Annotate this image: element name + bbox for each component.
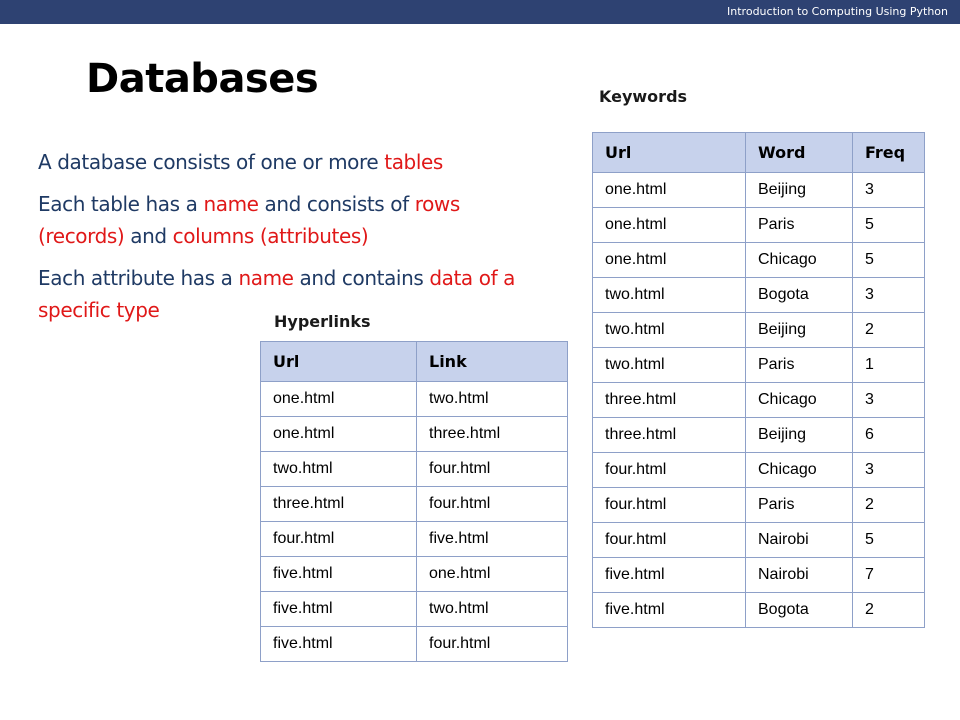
table-row xyxy=(593,243,925,278)
link-cell: four.html xyxy=(417,627,568,662)
url-cell: four.html xyxy=(593,453,746,488)
url-cell: four.html xyxy=(593,523,746,558)
bullet-table-structure xyxy=(38,188,568,252)
hyperlinks-table xyxy=(260,341,568,662)
freq-cell: 5 xyxy=(853,243,925,278)
table-row xyxy=(593,558,925,593)
url-cell: one.html xyxy=(593,208,746,243)
highlight-data-type: data of a specific type xyxy=(38,266,516,322)
url-cell: four.html xyxy=(261,522,417,557)
url-cell: two.html xyxy=(593,278,746,313)
link-cell: one.html xyxy=(417,557,568,592)
table-row xyxy=(593,383,925,418)
link-cell: two.html xyxy=(417,592,568,627)
url-cell: three.html xyxy=(261,487,417,522)
url-cell: two.html xyxy=(593,313,746,348)
table-row xyxy=(261,592,568,627)
word-cell: Paris xyxy=(746,208,853,243)
word-cell: Nairobi xyxy=(746,558,853,593)
column-header-freq: Freq xyxy=(853,133,925,173)
table-row xyxy=(261,557,568,592)
bullet-tables xyxy=(38,146,568,178)
bullet-text: Each attribute has a xyxy=(38,266,239,290)
table-row xyxy=(593,208,925,243)
table-row xyxy=(593,278,925,313)
word-cell: Bogota xyxy=(746,593,853,628)
keywords-caption: Keywords xyxy=(599,87,688,106)
table-row xyxy=(593,453,925,488)
bullet-text: A database consists of one or more xyxy=(38,150,385,174)
word-cell: Nairobi xyxy=(746,523,853,558)
link-cell: three.html xyxy=(417,417,568,452)
highlight-records: (records) xyxy=(38,224,125,248)
bullet-list xyxy=(38,146,568,336)
link-cell: two.html xyxy=(417,382,568,417)
table-row xyxy=(593,418,925,453)
url-cell: one.html xyxy=(261,417,417,452)
column-header-url: Url xyxy=(593,133,746,173)
table-row xyxy=(261,382,568,417)
bullet-text: and xyxy=(124,224,173,248)
link-cell: five.html xyxy=(417,522,568,557)
table-row xyxy=(261,522,568,557)
freq-cell: 3 xyxy=(853,453,925,488)
header-bar xyxy=(0,0,960,24)
url-cell: five.html xyxy=(261,592,417,627)
column-header-word: Word xyxy=(746,133,853,173)
url-cell: five.html xyxy=(593,593,746,628)
url-cell: three.html xyxy=(593,383,746,418)
highlight-columns: columns (attributes) xyxy=(172,224,369,248)
table-header-row xyxy=(261,342,568,382)
word-cell: Chicago xyxy=(746,383,853,418)
table-row xyxy=(593,593,925,628)
freq-cell: 5 xyxy=(853,523,925,558)
freq-cell: 5 xyxy=(853,208,925,243)
word-cell: Chicago xyxy=(746,453,853,488)
url-cell: five.html xyxy=(261,557,417,592)
course-label: Introduction to Computing Using Python xyxy=(727,5,948,18)
bullet-text: Each table has a xyxy=(38,192,204,216)
table-row xyxy=(261,627,568,662)
word-cell: Beijing xyxy=(746,173,853,208)
highlight-name: name xyxy=(238,266,294,290)
url-cell: five.html xyxy=(593,558,746,593)
freq-cell: 2 xyxy=(853,593,925,628)
table-row xyxy=(261,452,568,487)
url-cell: one.html xyxy=(593,243,746,278)
url-cell: three.html xyxy=(593,418,746,453)
freq-cell: 6 xyxy=(853,418,925,453)
url-cell: five.html xyxy=(261,627,417,662)
word-cell: Bogota xyxy=(746,278,853,313)
table-row xyxy=(261,417,568,452)
url-cell: one.html xyxy=(593,173,746,208)
table-row xyxy=(593,488,925,523)
keywords-body xyxy=(593,173,925,628)
slide-title: Databases xyxy=(86,56,319,102)
freq-cell: 1 xyxy=(853,348,925,383)
bullet-text: and contains xyxy=(293,266,430,290)
link-cell: four.html xyxy=(417,452,568,487)
word-cell: Chicago xyxy=(746,243,853,278)
freq-cell: 3 xyxy=(853,278,925,313)
word-cell: Beijing xyxy=(746,313,853,348)
highlight-rows: rows xyxy=(414,192,460,216)
keywords-table xyxy=(592,132,925,628)
highlight-tables: tables xyxy=(384,150,443,174)
freq-cell: 2 xyxy=(853,313,925,348)
freq-cell: 7 xyxy=(853,558,925,593)
table-row xyxy=(593,173,925,208)
url-cell: two.html xyxy=(593,348,746,383)
freq-cell: 3 xyxy=(853,173,925,208)
url-cell: one.html xyxy=(261,382,417,417)
url-cell: two.html xyxy=(261,452,417,487)
table-row xyxy=(261,487,568,522)
table-row xyxy=(593,313,925,348)
freq-cell: 3 xyxy=(853,383,925,418)
hyperlinks-body xyxy=(261,382,568,662)
table-header-row xyxy=(593,133,925,173)
highlight-name: name xyxy=(203,192,259,216)
hyperlinks-caption: Hyperlinks xyxy=(274,312,371,331)
link-cell: four.html xyxy=(417,487,568,522)
word-cell: Beijing xyxy=(746,418,853,453)
column-header-url: Url xyxy=(261,342,417,382)
freq-cell: 2 xyxy=(853,488,925,523)
word-cell: Paris xyxy=(746,488,853,523)
url-cell: four.html xyxy=(593,488,746,523)
word-cell: Paris xyxy=(746,348,853,383)
table-row xyxy=(593,348,925,383)
table-row xyxy=(593,523,925,558)
column-header-link: Link xyxy=(417,342,568,382)
bullet-text: and consists of xyxy=(258,192,415,216)
